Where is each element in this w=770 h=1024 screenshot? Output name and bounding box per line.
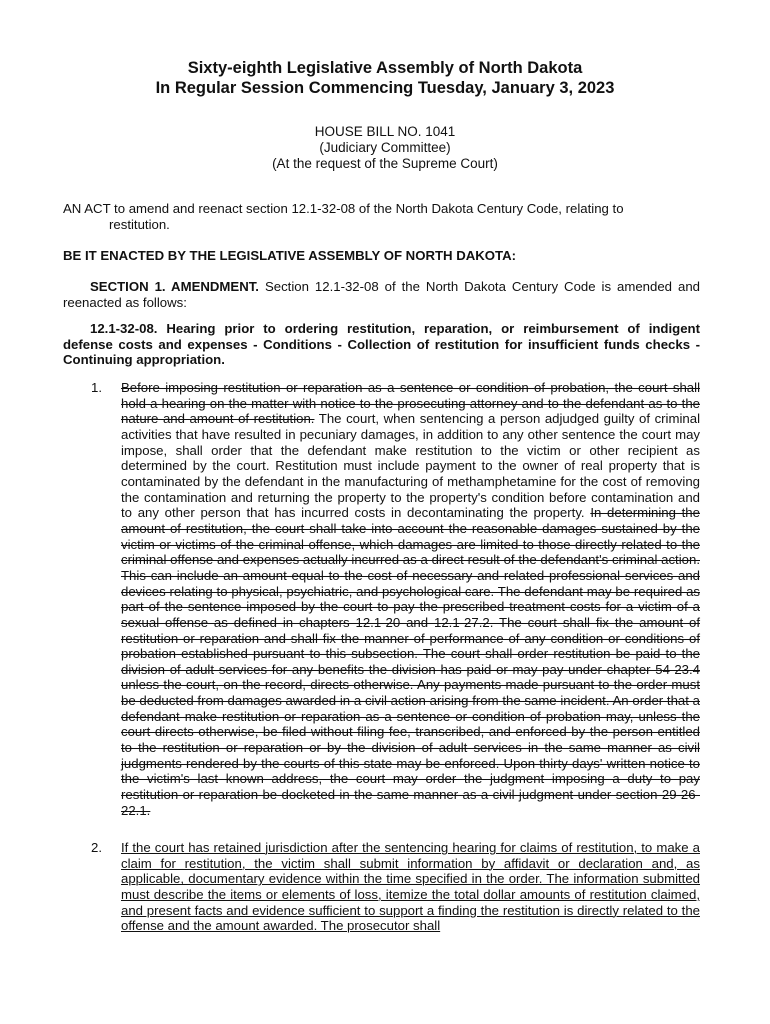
subsection-1-number: 1. (91, 380, 102, 395)
bill-committee: (Judiciary Committee) (319, 140, 451, 155)
subsection-1-text (121, 380, 700, 818)
section-1 (63, 279, 700, 310)
session-title: In Regular Session Commencing Tuesday, January 3, 2023 (155, 79, 615, 97)
assembly-title: Sixty-eighth Legislative Assembly of North Dakota (187, 59, 583, 77)
deleted-text: In determining the amount of restitution, the court shall take into account the reasonable damages sustained by the victim or victims of the criminal offense, which damages are limited to those directly related to the criminal offense and expenses actually incurred as a direct result of the defendant's criminal action. This can include an amount equal to the cost of necessary and related professional services and devices relating to physical, psychiatric, and psychological care. The defendant may be required as part of the sentence imposed by the court to pay the prescribed treatment costs for a victim of a sexual offense as defined in chapters 12.1-20 and 12.1-27.2. The court shall fix the amount of restitution or reparation and shall fix the manner of performance of any condition or conditions of probation established pursuant to this subsection. The court shall order restitution be paid to the division of adult services for any benefits the division has paid or may pay under chapter 54-23.4 unless the court, on the record, directs otherwise. Any payments made pursuant to the order must be deducted from damages awarded in a civil action arising from the same incident. An order that a defendant make restitution or reparation as a sentence or condition of probation may, unless the court directs otherwise, be filed without filing fee, transcribed, and enforced by the person entitled to the restitution or reparation or by the division of adult services in the same manner as civil judgments rendered by the courts of this state may be enforced. Upon thirty days' written notice to the victim's last known address, the court may order the judgment imposing a duty to pay restitution or reparation be docketed in the same manner as a civil judgment under section 29-26-22.1. (121, 505, 700, 818)
act-line-1: AN ACT to amend and reenact section 12.1-32-08 of the North Dakota Century Code, relating to (63, 201, 624, 216)
inserted-text: If the court has retained jurisdiction after the sentencing hearing for claims of restitution, to make a claim for restitution, the victim shall submit information by affidavit or declaration and, as applicable, documentary evidence within the time specified in the order. The information submitted must describe the items or elements of loss, itemize the total dollar amounts of restitution claimed, and present facts and evidence sufficient to support a finding the restitution is directly related to the offense and the amount awarded. The prosecutor shall (121, 840, 700, 934)
document-header (0, 58, 770, 98)
bill-info (0, 124, 770, 172)
section-1-text: Section 12.1-32-08 of the North Dakota Century Code is amended and reenacted as follows: (63, 279, 700, 310)
bill-request: (At the request of the Supreme Court) (272, 156, 498, 171)
act-line-2: restitution. (109, 216, 170, 232)
subsection-2-text (121, 840, 700, 934)
act-title (63, 201, 700, 232)
deleted-text: Before imposing restitution or reparation as a sentence or condition of probation, the court shall hold a hearing on the matter with notice to the prosecuting attorney and to the defendant as to the nature and amount of restitution. (121, 380, 700, 427)
amended-text: The court, when sentencing a person adjudged guilty of criminal activities that have resulted in pecuniary damages, in addition to any other sentence the court may impose, shall order that the defendant make restitution to the victim or other recipient as determined by the court. Restitution must include payment to the owner of real property that is contaminated by the defendant in the manufacturing of methamphetamine for the cost of removing the contamination and returning the property to the property's condition before contamination and to any other person that has incurred costs in decontaminating the property. (121, 411, 701, 521)
bill-number: HOUSE BILL NO. 1041 (314, 124, 456, 139)
statute-heading: 12.1-32-08. Hearing prior to ordering restitution, reparation, or reimbursement of indigent defense costs and expenses - Conditions - Collection of restitution for insufficient funds checks - Continuing appropriation. (63, 321, 700, 368)
section-1-label: SECTION 1. AMENDMENT. (90, 279, 259, 294)
subsection-2-number: 2. (91, 840, 102, 855)
enacting-clause: BE IT ENACTED BY THE LEGISLATIVE ASSEMBLY OF NORTH DAKOTA: (63, 248, 517, 263)
